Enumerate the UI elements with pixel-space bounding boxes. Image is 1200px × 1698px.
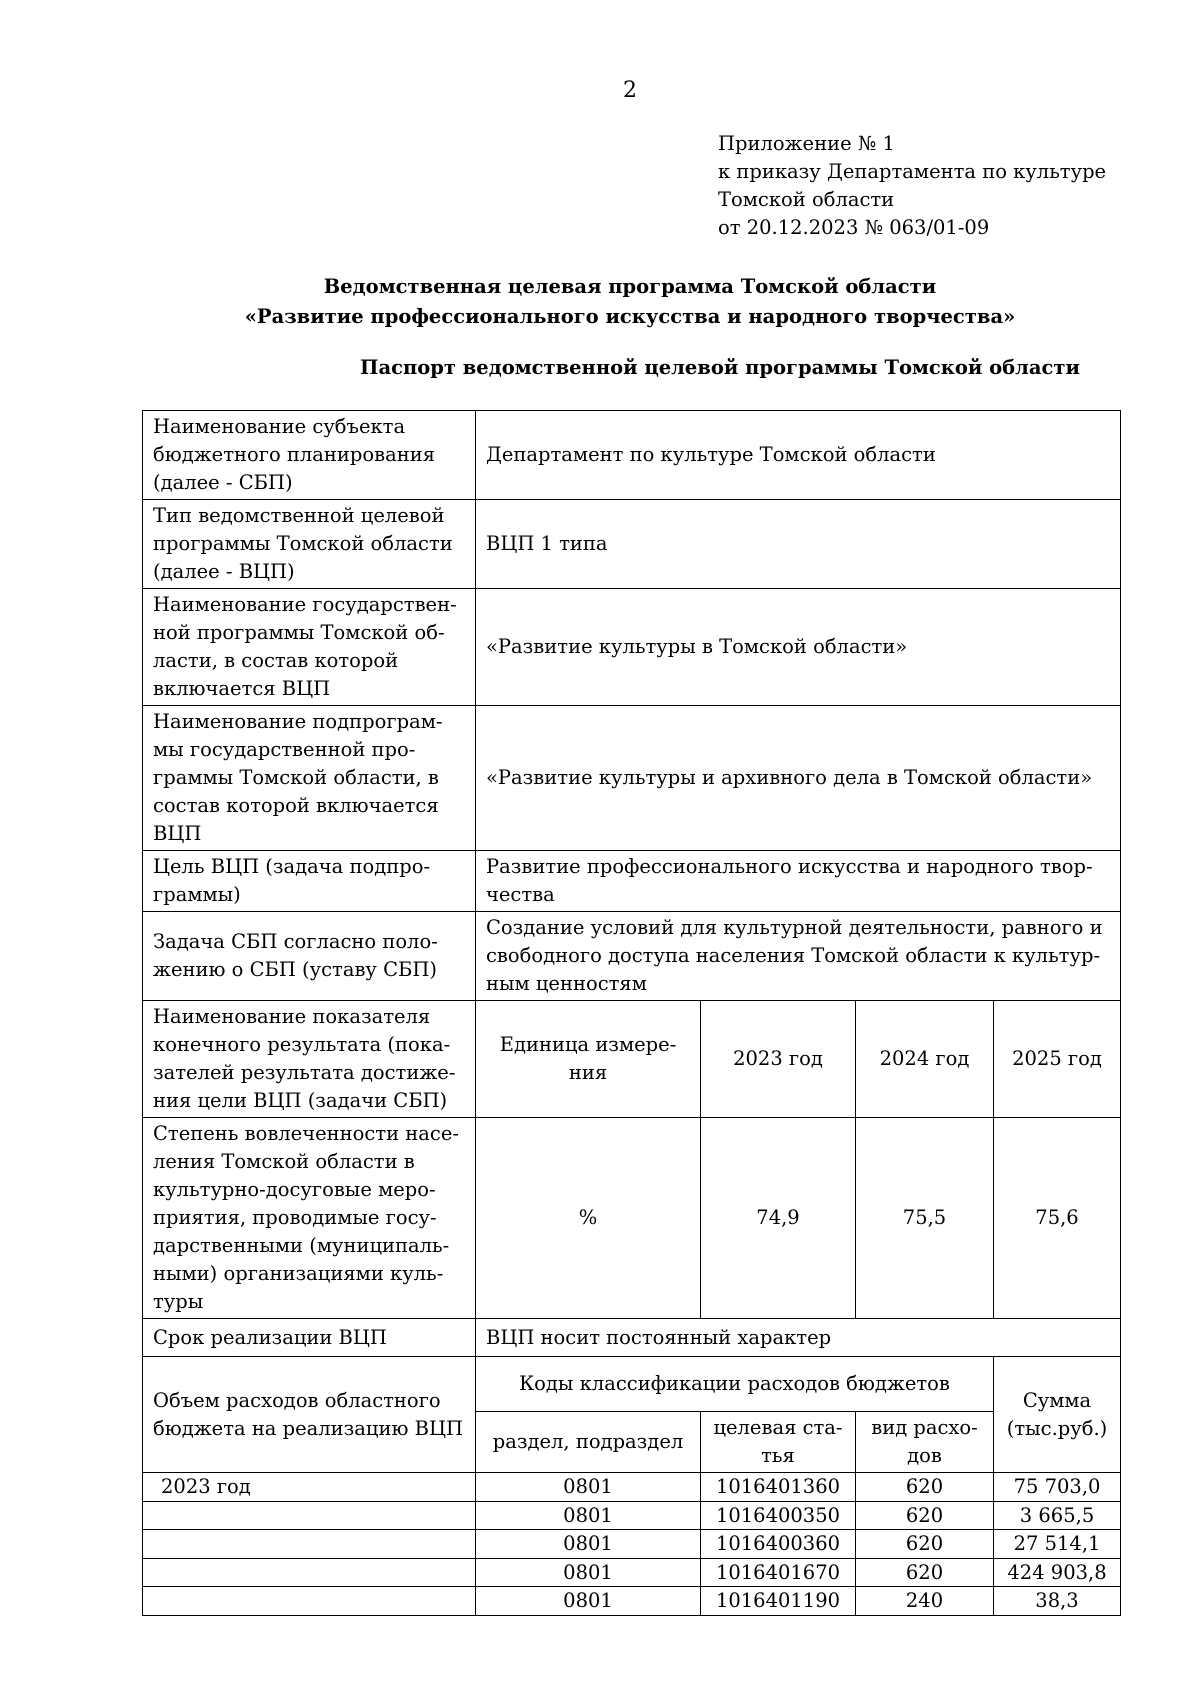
year-header: 2024 год <box>856 1001 994 1118</box>
target-header: целевая статья <box>701 1412 856 1473</box>
year-cell <box>143 1558 476 1587</box>
appendix-line: Приложение № 1 <box>718 132 895 155</box>
row-gov-program <box>143 589 1121 706</box>
indicator-value: 75,5 <box>856 1118 994 1319</box>
section-cell: 0801 <box>476 1530 701 1559</box>
label-cell: Наименование субъекта бюджетного планирования (далее - СБП) <box>143 411 476 500</box>
label-cell: Степень вовлеченности населения Томской области в культурно-досуговые мероприятия, проводимые государственными (муниципальными) организациями культуры <box>143 1118 476 1319</box>
year-cell: 2023 год <box>143 1473 476 1502</box>
target-cell: 1016400360 <box>701 1530 856 1559</box>
section-cell: 0801 <box>476 1473 701 1502</box>
unit-header: Единица измерения <box>476 1001 701 1118</box>
sum-header: Сумма (тыс.руб.) <box>994 1357 1121 1473</box>
value-cell: Создание условий для культурной деятельности, равного и свободного доступа населения Томской области к культурным ценностям <box>476 912 1121 1001</box>
year-header: 2025 год <box>994 1001 1121 1118</box>
indicator-value: 75,6 <box>994 1118 1121 1319</box>
row-indicators-header <box>143 1001 1121 1118</box>
value-cell: «Развитие культуры в Томской области» <box>476 589 1121 706</box>
kind-cell: 240 <box>856 1587 994 1616</box>
label-cell: Наименование показателя конечного результата (показателей результата достижения цели ВЦП (задачи СБП) <box>143 1001 476 1118</box>
section-header: раздел, подраздел <box>476 1412 701 1473</box>
value-cell: ВЦП носит постоянный характер <box>476 1319 1121 1357</box>
section-cell: 0801 <box>476 1587 701 1616</box>
row-subprogram <box>143 706 1121 851</box>
appendix-line: от 20.12.2023 № 063/01-09 <box>718 216 990 239</box>
year-header: 2023 год <box>701 1001 856 1118</box>
appendix-line: к приказу Департамента по культуре <box>718 160 1107 183</box>
kind-cell: 620 <box>856 1558 994 1587</box>
year-cell <box>143 1501 476 1530</box>
label-cell: Тип ведомственной целевой программы Томской области (далее - ВЦП) <box>143 500 476 589</box>
value-cell: Развитие профессионального искусства и народного творчества <box>476 851 1121 912</box>
expense-row <box>143 1501 1121 1530</box>
kind-cell: 620 <box>856 1473 994 1502</box>
label-cell: Задача СБП согласно положению о СБП (уставу СБП) <box>143 912 476 1001</box>
target-cell: 1016400350 <box>701 1501 856 1530</box>
passport-table <box>142 410 1121 1616</box>
value-cell: ВЦП 1 типа <box>476 500 1121 589</box>
appendix-line: Томской области <box>718 188 895 211</box>
kind-cell: 620 <box>856 1501 994 1530</box>
row-goal <box>143 851 1121 912</box>
value-cell: «Развитие культуры и архивного дела в Томской области» <box>476 706 1121 851</box>
target-cell: 1016401360 <box>701 1473 856 1502</box>
indicator-value: 74,9 <box>701 1118 856 1319</box>
label-cell: Цель ВЦП (задача подпрограммы) <box>143 851 476 912</box>
target-cell: 1016401190 <box>701 1587 856 1616</box>
section-cell: 0801 <box>476 1558 701 1587</box>
page-number: 2 <box>623 78 637 103</box>
row-term <box>143 1319 1121 1357</box>
expense-row <box>143 1530 1121 1559</box>
label-cell: Наименование подпрограммы государственной программы Томской области, в состав которой включается ВЦП <box>143 706 476 851</box>
expense-row <box>143 1587 1121 1616</box>
row-sbp <box>143 411 1121 500</box>
section-cell: 0801 <box>476 1501 701 1530</box>
year-cell <box>143 1587 476 1616</box>
document-title <box>0 272 1200 332</box>
sum-cell: 3 665,5 <box>994 1501 1121 1530</box>
expense-row <box>143 1558 1121 1587</box>
label-cell: Наименование государственной программы Томской области, в состав которой включается ВЦП <box>143 589 476 706</box>
sum-cell: 75 703,0 <box>994 1473 1121 1502</box>
codes-header: Коды классификации расходов бюджетов <box>476 1357 994 1412</box>
title-line: Ведомственная целевая программа Томской области <box>323 275 937 298</box>
row-task <box>143 912 1121 1001</box>
passport-heading: Паспорт ведомственной целевой программы Томской области <box>360 356 1080 379</box>
target-cell: 1016401670 <box>701 1558 856 1587</box>
label-cell: Срок реализации ВЦП <box>143 1319 476 1357</box>
expense-row <box>143 1473 1121 1502</box>
label-cell: Объем расходов областного бюджета на реализацию ВЦП <box>143 1357 476 1473</box>
kind-header: вид расходов <box>856 1412 994 1473</box>
value-cell: Департамент по культуре Томской области <box>476 411 1121 500</box>
row-type <box>143 500 1121 589</box>
kind-cell: 620 <box>856 1530 994 1559</box>
sum-cell: 38,3 <box>994 1587 1121 1616</box>
title-line: «Развитие профессионального искусства и народного творчества» <box>244 305 1016 328</box>
sum-cell: 27 514,1 <box>994 1530 1121 1559</box>
appendix-block <box>718 130 1106 242</box>
sum-cell: 424 903,8 <box>994 1558 1121 1587</box>
year-cell <box>143 1530 476 1559</box>
row-indicator <box>143 1118 1121 1319</box>
row-expenses-header <box>143 1357 1121 1412</box>
unit-cell: % <box>476 1118 701 1319</box>
